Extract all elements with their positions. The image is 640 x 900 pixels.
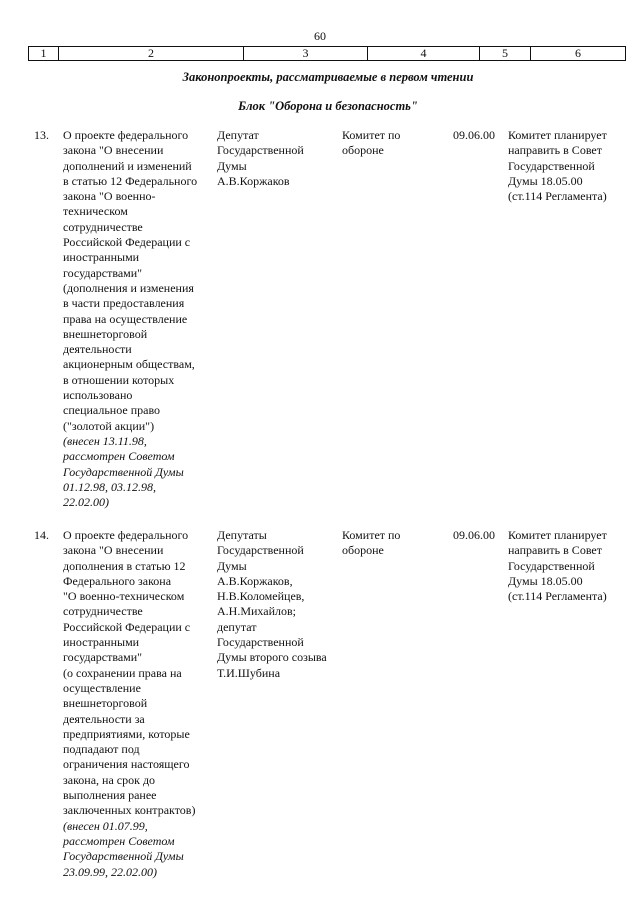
text-line: Российской Федерации с [63, 235, 191, 250]
text-line: Федерального закона [63, 573, 172, 588]
text-line: "О военно-техническом [63, 589, 185, 604]
text-line: выполнения ранее [63, 788, 157, 803]
text-line: в отношении которых [63, 372, 175, 387]
text-line: закона, на срок до [63, 772, 156, 787]
submission-history-line: Государственной Думы [63, 464, 184, 479]
text-line: деятельности за [63, 711, 145, 726]
text-line: Думы [217, 158, 247, 173]
note [508, 128, 626, 204]
text-line: Т.И.Шубина [217, 665, 281, 680]
text-line: предприятиями, которые [63, 726, 190, 741]
submission-history-line: 22.02.00) [63, 495, 109, 510]
text-line: в части предоставления [63, 296, 185, 311]
text-line: обороне [342, 543, 384, 558]
text-line: государствами" [63, 650, 143, 665]
row-number: 13. [34, 128, 49, 142]
text-line: внешнеторговой [63, 326, 148, 341]
responsible-committee [342, 528, 442, 559]
text-line: Думы 18.05.00 [508, 573, 583, 588]
text-line: дополнения в статью 12 [63, 558, 186, 573]
bill-author [217, 128, 337, 189]
text-line: (ст.114 Регламента) [508, 589, 607, 604]
text-line: акционерным обществам, [63, 357, 195, 372]
text-line: (дополнения и изменения [63, 280, 194, 295]
text-line: закона "О внесении [63, 143, 164, 158]
text-line: Государственной [217, 143, 304, 158]
text-line: направить в Совет [508, 543, 602, 558]
row-number: 14. [34, 528, 49, 542]
text-line: (ст.114 Регламента) [508, 189, 607, 204]
text-line: ограничения настоящего [63, 757, 190, 772]
text-line: сотрудничестве [63, 219, 143, 234]
text-line: заключенных контрактов) [63, 803, 196, 818]
section-title: Законопроекты, рассматриваемые в первом чтении [182, 70, 474, 84]
text-line: (о сохранении права на [63, 665, 182, 680]
page-number: 60 [314, 29, 326, 43]
text-line: Государственной [217, 635, 304, 650]
text-line: О проекте федерального [63, 128, 189, 142]
submission-history-line: (внесен 13.11.98, [63, 433, 147, 448]
text-line: Комитет планирует [508, 128, 607, 142]
text-line: депутат [217, 619, 257, 634]
column-number: 3 [244, 47, 368, 60]
text-line: Государственной [508, 158, 595, 173]
text-line: подпадают под [63, 742, 140, 757]
bill-title [63, 528, 213, 880]
text-line: ("золотой акции") [63, 418, 155, 433]
text-line: Государственной [508, 558, 595, 573]
column-number: 6 [575, 46, 581, 60]
column-number: 5 [480, 47, 531, 60]
submission-history-line: рассмотрен Советом [63, 833, 175, 848]
text-line: закона "О военно- [63, 189, 156, 204]
text-line: Думы [217, 558, 247, 573]
text-line: права на осуществление [63, 311, 188, 326]
text-line: внешнеторговой [63, 696, 148, 711]
bill-title [63, 128, 213, 510]
text-line: осуществление [63, 680, 141, 695]
column-number: 4 [368, 47, 480, 60]
submission-history-line: Государственной Думы [63, 849, 184, 864]
submission-history-line: рассмотрен Советом [63, 449, 175, 464]
responsible-committee [342, 128, 442, 159]
text-line: Думы 18.05.00 [508, 173, 583, 188]
note [508, 528, 626, 604]
text-line: сотрудничестве [63, 604, 143, 619]
text-line: Думы второго созыва [217, 650, 327, 665]
text-line: иностранными [63, 635, 140, 650]
review-date: 09.06.00 [453, 128, 495, 142]
column-number: 2 [59, 47, 244, 60]
column-number: 1 [29, 47, 59, 60]
text-line: использовано [63, 388, 133, 403]
text-line: обороне [342, 143, 384, 158]
text-line: деятельности [63, 342, 132, 357]
text-line: направить в Совет [508, 143, 602, 158]
text-line: А.В.Коржаков, [217, 573, 293, 588]
text-line: специальное право [63, 403, 161, 418]
text-line: дополнений и изменений [63, 158, 192, 173]
block-title: Блок "Оборона и безопасность" [238, 99, 418, 113]
text-line: государствами" [63, 265, 143, 280]
text-line: закона "О внесении [63, 543, 164, 558]
text-line: иностранными [63, 250, 140, 265]
text-line: Н.В.Коломейцев, [217, 589, 305, 604]
bill-author [217, 528, 337, 681]
submission-history-line: 01.12.98, 03.12.98, [63, 479, 156, 494]
submission-history-line: (внесен 01.07.99, [63, 818, 148, 833]
text-line: О проекте федерального [63, 528, 189, 542]
text-line: Комитет планирует [508, 528, 607, 542]
review-date: 09.06.00 [453, 528, 495, 542]
text-line: Комитет по [342, 128, 401, 142]
text-line: Депутаты [217, 528, 267, 542]
text-line: в статью 12 Федерального [63, 173, 198, 188]
text-line: Государственной [217, 543, 304, 558]
column-number-header [28, 46, 626, 61]
text-line: Комитет по [342, 528, 401, 542]
text-line: Российской Федерации с [63, 619, 191, 634]
text-line: техническом [63, 204, 128, 219]
text-line: Депутат [217, 128, 259, 142]
submission-history-line: 23.09.99, 22.02.00) [63, 864, 157, 879]
text-line: А.Н.Михайлов; [217, 604, 297, 619]
text-line: А.В.Коржаков [217, 173, 290, 188]
